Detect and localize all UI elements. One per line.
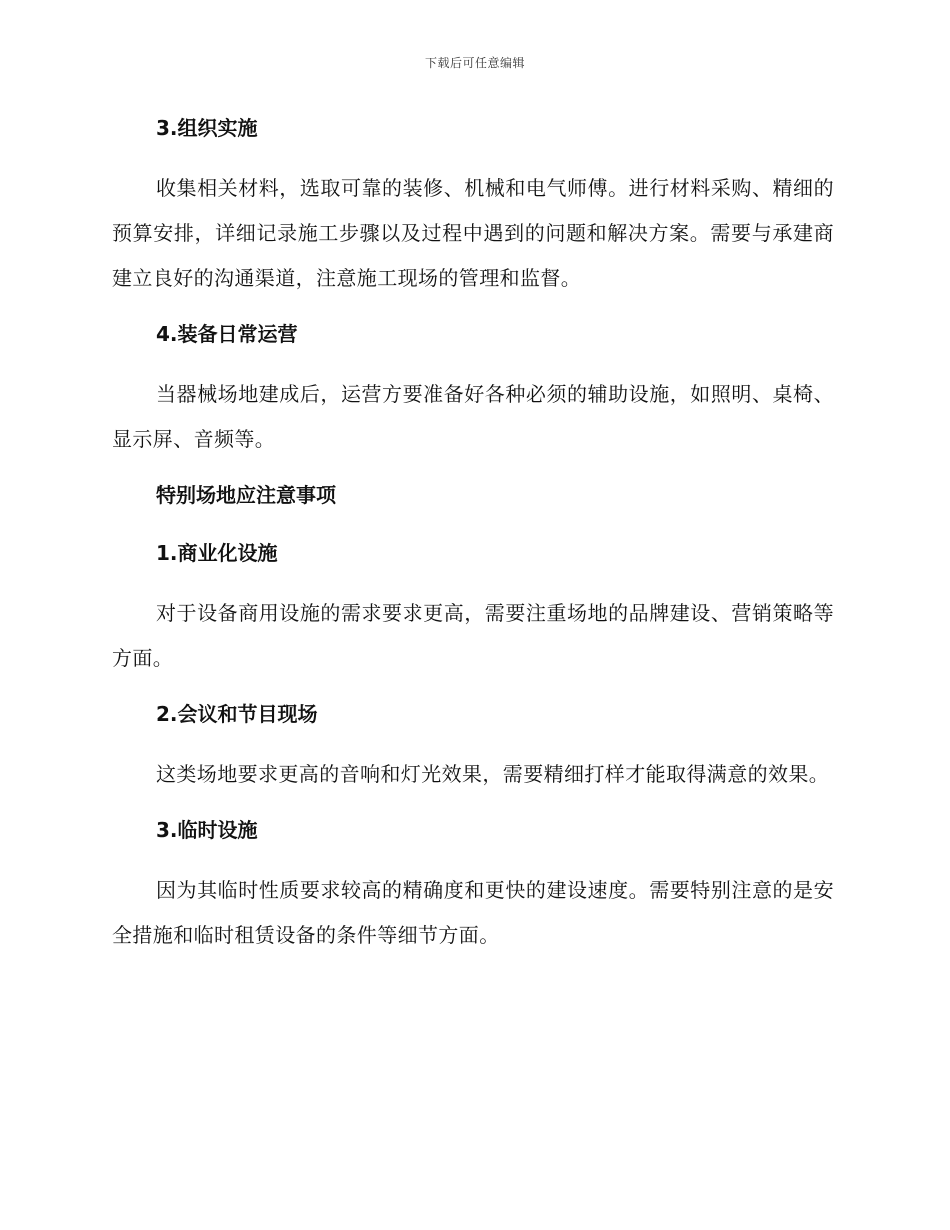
page-header: 下载后可任意编辑	[424, 56, 525, 70]
paragraph-commercial: 对于设备商用设施的需求要求更高，需要注重场地的品牌建设、营销策略等方面。	[112, 601, 834, 670]
paragraph-meeting: 这类场地要求更高的音响和灯光效果，需要精细打样才能取得满意的效果。	[156, 762, 830, 786]
section-heading-meeting: 2.会议和节目现场	[156, 702, 318, 726]
paragraph-temporary: 因为其临时性质要求较高的精确度和更快的建设速度。需要特别注意的是安全措施和临时租赁设备的条件等细节方面。	[112, 878, 834, 947]
section-heading-organize: 3.组织实施	[156, 116, 258, 140]
section-heading-operations: 4.装备日常运营	[156, 322, 298, 346]
document-body	[112, 108, 834, 971]
section-heading-special-notes: 特别场地应注意事项	[156, 483, 336, 507]
section-heading-commercial: 1.商业化设施	[156, 541, 278, 565]
paragraph-operations: 当器械场地建成后，运营方要准备好各种必须的辅助设施，如照明、桌椅、显示屏、音频等。	[112, 382, 834, 451]
section-heading-temporary: 3.临时设施	[156, 818, 258, 842]
paragraph-organize: 收集相关材料，选取可靠的装修、机械和电气师傅。进行材料采购、精细的预算安排，详细记录施工步骤以及过程中遇到的问题和解决方案。需要与承建商建立良好的沟通渠道，注意施工现场的管理和监督。	[112, 176, 834, 290]
